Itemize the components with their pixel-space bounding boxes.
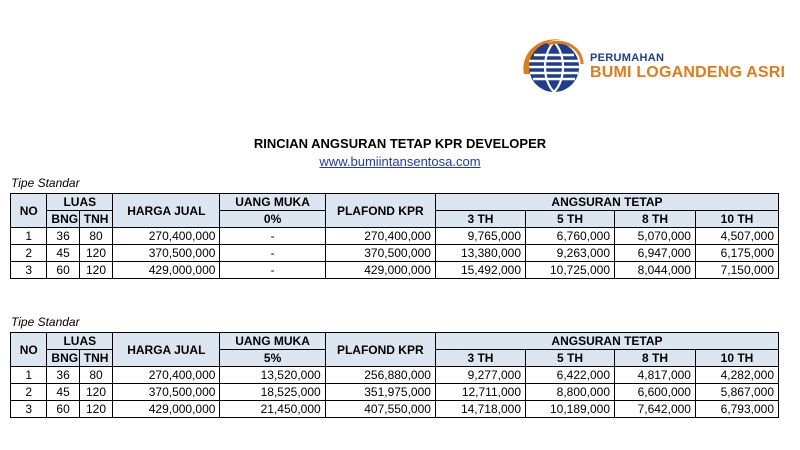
company-logo bbox=[518, 34, 786, 104]
header-angsuran: ANGSURAN TETAP bbox=[435, 333, 778, 350]
cell-10th: 6,793,000 bbox=[695, 401, 778, 418]
cell-5th: 10,725,000 bbox=[526, 262, 615, 279]
header-plafond: PLAFOND KPR bbox=[325, 333, 435, 367]
cell-plafond: 351,975,000 bbox=[325, 384, 435, 401]
header-term-3: 3 TH bbox=[435, 211, 525, 228]
header-bng: BNG bbox=[47, 211, 79, 228]
cell-harga: 370,500,000 bbox=[113, 245, 220, 262]
cell-5th: 8,800,000 bbox=[526, 384, 615, 401]
table-row bbox=[11, 384, 779, 401]
cell-5th: 9,263,000 bbox=[526, 245, 615, 262]
cell-8th: 5,070,000 bbox=[615, 228, 696, 245]
cell-10th: 4,507,000 bbox=[695, 228, 778, 245]
cell-uang-muka: - bbox=[220, 228, 325, 245]
cell-tnh: 120 bbox=[79, 401, 112, 418]
cell-10th: 4,282,000 bbox=[695, 367, 778, 384]
cell-harga: 270,400,000 bbox=[113, 228, 220, 245]
header-harga-jual: HARGA JUAL bbox=[113, 333, 220, 367]
website-link[interactable]: www.bumiintansentosa.com bbox=[319, 154, 481, 169]
header-plafond: PLAFOND KPR bbox=[325, 194, 435, 228]
cell-10th: 7,150,000 bbox=[695, 262, 778, 279]
header-tnh: TNH bbox=[79, 350, 112, 367]
cell-bng: 36 bbox=[47, 228, 79, 245]
cell-plafond: 370,500,000 bbox=[325, 245, 435, 262]
cell-uang-muka: 18,525,000 bbox=[220, 384, 325, 401]
cell-harga: 270,400,000 bbox=[113, 367, 220, 384]
table-row bbox=[11, 401, 779, 418]
cell-bng: 36 bbox=[47, 367, 79, 384]
header-uang-muka: UANG MUKA bbox=[220, 333, 325, 350]
cell-uang-muka: - bbox=[220, 262, 325, 279]
cell-no: 1 bbox=[11, 367, 47, 384]
table-row bbox=[11, 228, 779, 245]
cell-uang-muka: 13,520,000 bbox=[220, 367, 325, 384]
cell-tnh: 120 bbox=[79, 384, 112, 401]
table-row bbox=[11, 262, 779, 279]
cell-bng: 45 bbox=[47, 384, 79, 401]
cell-tnh: 120 bbox=[79, 245, 112, 262]
cell-bng: 60 bbox=[47, 401, 79, 418]
cell-tnh: 80 bbox=[79, 367, 112, 384]
table-2-subtitle: Tipe Standar bbox=[11, 315, 80, 329]
cell-3th: 13,380,000 bbox=[435, 245, 525, 262]
header-luas: LUAS bbox=[47, 194, 113, 211]
cell-8th: 6,600,000 bbox=[615, 384, 696, 401]
cell-no: 2 bbox=[11, 245, 47, 262]
header-uang-muka: UANG MUKA bbox=[220, 194, 325, 211]
cell-8th: 6,947,000 bbox=[615, 245, 696, 262]
header-term-8: 8 TH bbox=[615, 211, 696, 228]
logo-line1: PERUMAHAN bbox=[590, 52, 665, 64]
cell-no: 3 bbox=[11, 401, 47, 418]
header-term-5: 5 TH bbox=[526, 211, 615, 228]
header-uang-muka-pct: 5% bbox=[220, 350, 325, 367]
cell-5th: 6,760,000 bbox=[526, 228, 615, 245]
cell-no: 2 bbox=[11, 384, 47, 401]
header-term-5: 5 TH bbox=[526, 350, 615, 367]
header-bng: BNG bbox=[47, 350, 79, 367]
cell-3th: 15,492,000 bbox=[435, 262, 525, 279]
cell-no: 1 bbox=[11, 228, 47, 245]
cell-10th: 5,867,000 bbox=[695, 384, 778, 401]
table-1-subtitle: Tipe Standar bbox=[11, 176, 80, 190]
header-angsuran: ANGSURAN TETAP bbox=[435, 194, 778, 211]
cell-uang-muka: 21,450,000 bbox=[220, 401, 325, 418]
header-harga-jual: HARGA JUAL bbox=[113, 194, 220, 228]
logo-line2: BUMI LOGANDENG ASRI bbox=[590, 64, 786, 81]
header-no: NO bbox=[11, 333, 47, 367]
cell-3th: 12,711,000 bbox=[435, 384, 525, 401]
installment-table-1 bbox=[10, 193, 779, 279]
header-term-10: 10 TH bbox=[695, 211, 778, 228]
cell-tnh: 80 bbox=[79, 228, 112, 245]
cell-bng: 60 bbox=[47, 262, 79, 279]
cell-8th: 7,642,000 bbox=[615, 401, 696, 418]
globe-logo-icon bbox=[518, 34, 586, 100]
header-term-3: 3 TH bbox=[435, 350, 525, 367]
cell-harga: 429,000,000 bbox=[113, 262, 220, 279]
header-term-10: 10 TH bbox=[695, 350, 778, 367]
cell-3th: 14,718,000 bbox=[435, 401, 525, 418]
page-title: RINCIAN ANGSURAN TETAP KPR DEVELOPER bbox=[253, 136, 547, 151]
cell-plafond: 429,000,000 bbox=[325, 262, 435, 279]
cell-no: 3 bbox=[11, 262, 47, 279]
cell-bng: 45 bbox=[47, 245, 79, 262]
cell-plafond: 256,880,000 bbox=[325, 367, 435, 384]
cell-tnh: 120 bbox=[79, 262, 112, 279]
cell-8th: 4,817,000 bbox=[615, 367, 696, 384]
header-no: NO bbox=[11, 194, 47, 228]
cell-plafond: 270,400,000 bbox=[325, 228, 435, 245]
cell-harga: 370,500,000 bbox=[113, 384, 220, 401]
cell-3th: 9,765,000 bbox=[435, 228, 525, 245]
installment-table-2 bbox=[10, 332, 779, 418]
table-row bbox=[11, 367, 779, 384]
cell-8th: 8,044,000 bbox=[615, 262, 696, 279]
table-row bbox=[11, 245, 779, 262]
cell-plafond: 407,550,000 bbox=[325, 401, 435, 418]
cell-5th: 6,422,000 bbox=[526, 367, 615, 384]
cell-10th: 6,175,000 bbox=[695, 245, 778, 262]
cell-3th: 9,277,000 bbox=[435, 367, 525, 384]
header-term-8: 8 TH bbox=[615, 350, 696, 367]
cell-uang-muka: - bbox=[220, 245, 325, 262]
header-tnh: TNH bbox=[79, 211, 112, 228]
header-luas: LUAS bbox=[47, 333, 113, 350]
cell-5th: 10,189,000 bbox=[526, 401, 615, 418]
header-uang-muka-pct: 0% bbox=[220, 211, 325, 228]
cell-harga: 429,000,000 bbox=[113, 401, 220, 418]
